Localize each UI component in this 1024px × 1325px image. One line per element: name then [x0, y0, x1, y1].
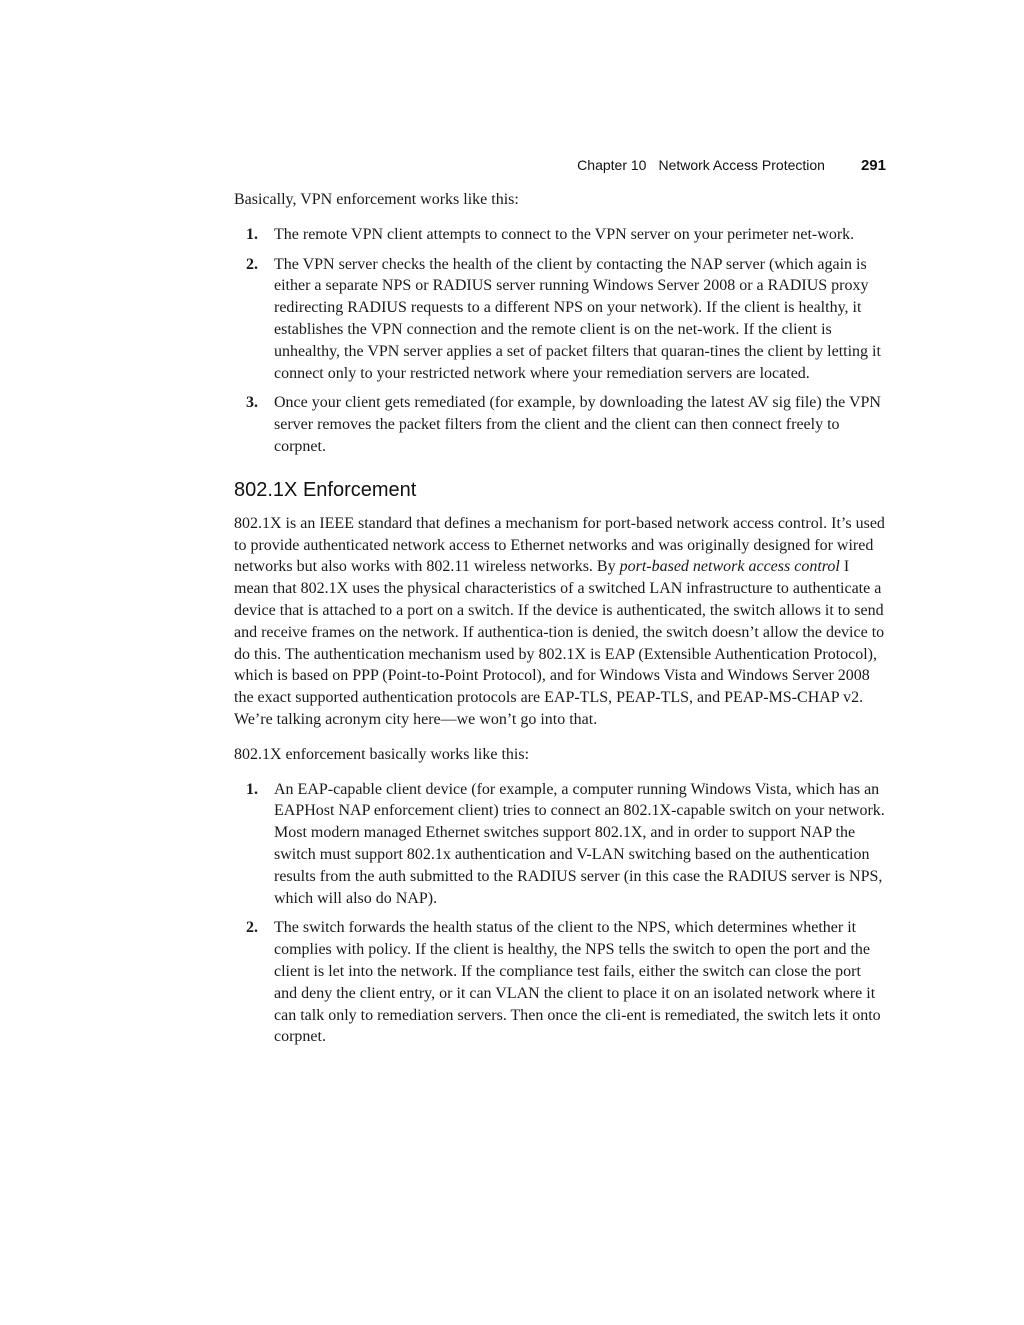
list-item	[234, 917, 886, 1048]
list-item-text: The VPN server checks the health of the client by contacting the NAP server (which again is either a separate NPS or RADIUS server running Windows Server 2008 or a RADIUS proxy redirecting RADIUS requests to a different NPS on your network). If the client is healthy, it establishes the VPN connection and the remote client is on the net-work. If the client is unhealthy, the VPN server applies a set of packet filters that quaran-tines the client by letting it connect only to your restricted network where your remediation servers are located.	[274, 255, 881, 382]
list-item	[234, 779, 886, 910]
vpn-steps-list	[234, 224, 886, 458]
running-header	[234, 156, 886, 175]
dot1x-intro-paragraph: 802.1X enforcement basically works like this:	[234, 745, 530, 763]
list-number: 2.	[246, 255, 258, 273]
chapter-label: Chapter 10	[577, 157, 647, 173]
list-number: 3.	[246, 394, 258, 412]
page-number: 291	[860, 157, 886, 174]
emphasized-term: port-based network access control	[619, 558, 840, 576]
list-item-text: The remote VPN client attempts to connect to the VPN server on your perimeter net-work.	[274, 225, 855, 243]
list-item	[234, 392, 886, 457]
list-item-text: The switch forwards the health status of the client to the NPS, which determines whether it complies with policy. If the client is healthy, the NPS tells the switch to open the port and the client is let into the network. If the compliance test fails, either the switch can close the port and deny the client entry, or it can VLAN the client to place it on an isolated network where it can talk only to remediation servers. Then once the cli-ent is remediated, the switch lets it onto corpnet.	[274, 919, 881, 1046]
vpn-intro-paragraph: Basically, VPN enforcement works like this:	[234, 191, 519, 208]
list-item-text: Once your client gets remediated (for example, by downloading the latest AV sig file) the VPN server removes the packet filters from the client and the client can then connect freely to corpnet.	[274, 394, 881, 455]
list-item	[234, 254, 886, 385]
list-number: 2.	[246, 919, 258, 937]
list-number: 1.	[246, 780, 258, 798]
section-title: Network Access Protection	[658, 157, 825, 173]
dot1x-description-paragraph	[234, 513, 886, 731]
paragraph-text-part: I mean that 802.1X uses the physical characteristics of a switched LAN infrastructure to authenticate a device that is attached to a port on a switch. If the device is authenticated, the switch allows it to send and receive frames on the network. If authentica-tion is denied, the switch doesn’t allow the device to do this. The authentication mechanism used by 802.1X is EAP (Extensible Authentication Protocol), which is based on PPP (Point-to-Point Protocol), and for Windows Vista and Windows Server 2008 the exact supported authentication protocols are EAP-TLS, PEAP-TLS, and PEAP-MS-CHAP v2. We’re talking acronym city here—we won’t go into that.	[234, 558, 885, 728]
page-body	[234, 189, 886, 1061]
list-item	[234, 224, 886, 246]
list-item-text: An EAP-capable client device (for example, a computer running Windows Vista, which has an EAPHost NAP enforcement client) tries to connect an 802.1X-capable switch on your network. Most modern managed Ethernet switches support 802.1X, and in order to support NAP the switch must support 802.1x authentication and V-LAN switching based on the authentication results from the auth submitted to the RADIUS server (in this case the RADIUS server is NPS, which will also do NAP).	[274, 780, 885, 907]
list-number: 1.	[246, 225, 258, 243]
paragraph-text-part: 802.1X is an IEEE standard that defines a mechanism for port-based network access control. It’s used to provide authenticated network access to Ethernet networks and was originally designed for wired networks but also works with 802.11 wireless networks. By	[234, 514, 885, 576]
section-heading: 802.1X Enforcement	[234, 478, 417, 501]
dot1x-steps-list	[234, 779, 886, 1049]
